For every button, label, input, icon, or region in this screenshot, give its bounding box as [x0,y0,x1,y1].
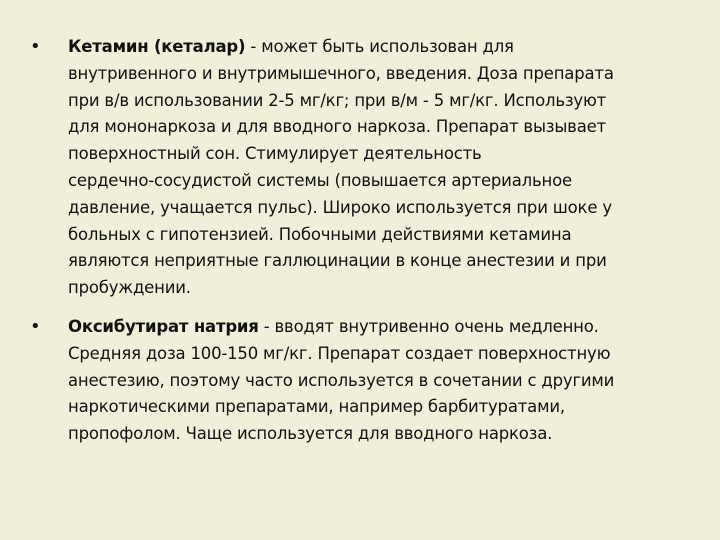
term-ketamine: Кетамин (кеталар) [68,37,246,56]
text-line: давление, учащается пульс). Широко используется при шоке у [68,197,612,217]
text-line: анестезию, поэтому часто используется в сочетании с другими [68,370,615,390]
text-line: сердечно-сосудистой системы (повышается артериальное [68,170,572,190]
bullet-marker: • [30,36,41,57]
text-line [68,314,680,341]
text-line: поверхностный сон. Стимулирует деятельность [68,144,482,164]
text-line: пробуждении. [68,278,191,298]
text-line: внутривенного и внутримышечного, введения. Доза препарата [68,63,614,83]
bullet-ketamine [28,34,680,302]
text-line: Средняя доза 100-150 мг/кг. Препарат создает поверхностную [68,343,611,363]
text-line [68,34,680,61]
text-line: являются неприятные галлюцинации в конце анестезии и при [68,251,607,271]
bullet-list [28,34,680,448]
bullet-marker: • [30,315,41,337]
text-line: пропофолом. Чаще используется для вводного наркоза. [68,424,553,444]
term-ketamine-desc: - может быть использован для [245,37,514,56]
text-line: больных с гипотензией. Побочными действиями кетамина [68,224,572,244]
text-line: при в/в использовании 2-5 мг/кг; при в/м - 5 мг/кг. Используют [68,90,607,110]
term-sodium-oxybutyrate-desc: - вводят внутривенно очень медленно. [258,316,599,336]
text-line: наркотическими препаратами, например барбитуратами, [68,397,565,417]
text-line: для мононаркоза и для вводного наркоза. Препарат вызывает [68,117,606,137]
term-sodium-oxybutyrate: Оксибутират натрия [68,316,259,336]
bullet-sodium-oxybutyrate [28,314,680,448]
